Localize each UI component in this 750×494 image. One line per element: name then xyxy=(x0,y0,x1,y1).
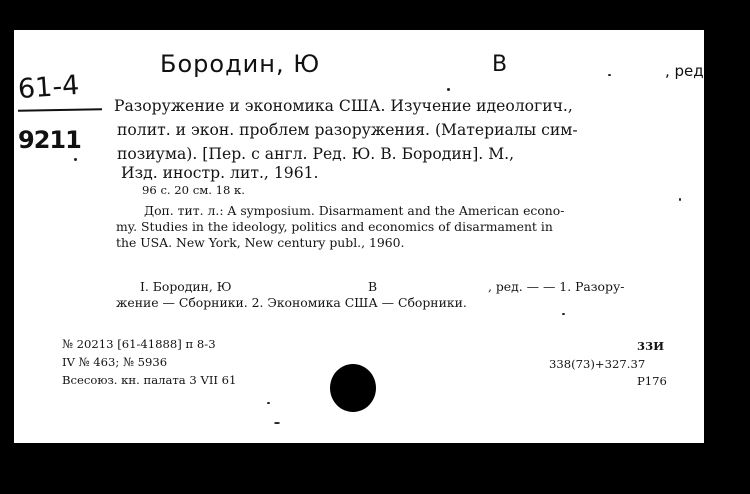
footer-classification-1: 33И xyxy=(637,339,665,353)
footer-publisher-chamber: Всесоюз. кн. палата 3 VII 61 xyxy=(62,373,237,387)
entry-note-line-3: the USA. New York, New century publ., 1960. xyxy=(116,235,405,250)
tracing-line-1-initial: В xyxy=(368,279,378,294)
tracing-line-1-author: I. Бородин, Ю xyxy=(140,279,232,294)
handwritten-initial: В xyxy=(492,52,508,77)
handwritten-author-surname: Бородин, Ю xyxy=(160,50,321,78)
scan-speck xyxy=(74,158,77,161)
tracing-line-2: жение — Сборники. 2. Экономика США — Сборники. xyxy=(116,295,467,310)
entry-title-line-4: Изд. иностр. лит., 1961. xyxy=(121,164,319,182)
scan-speck xyxy=(267,402,270,404)
scan-speck xyxy=(562,313,565,315)
handwritten-role: , ред xyxy=(665,62,704,80)
tracing-line-1-subjects: , ред. — — 1. Разору- xyxy=(488,279,625,294)
entry-title-text-1: Разоружение и экономика США. Изучение идеологич., xyxy=(114,97,573,115)
scan-speck xyxy=(679,198,681,201)
entry-title-line-3: позиума). [Пер. с англ. Ред. Ю. В. Бородин]. М., xyxy=(117,145,515,163)
footer-classification-3: Р176 xyxy=(637,374,667,388)
punch-hole xyxy=(330,364,376,412)
entry-collation: 96 с. 20 см. 18 к. xyxy=(142,183,245,197)
entry-title-line-1 xyxy=(114,97,573,115)
scan-speck xyxy=(608,74,611,76)
scan-speck xyxy=(274,422,280,424)
entry-title-line-2: полит. и экон. проблем разоружения. (Материалы сим- xyxy=(117,121,578,139)
handwritten-shelfmark-bottom: 9211 xyxy=(18,126,81,154)
entry-note-line-1: Доп. тит. л.: A symposium. Disarmament and the American econo- xyxy=(144,203,565,218)
scan-speck xyxy=(447,88,450,91)
handwritten-shelfmark-top: 61-4 xyxy=(16,69,81,106)
entry-note-line-2: my. Studies in the ideology, politics and economics of disarmament in xyxy=(116,219,553,234)
footer-series-number: IV № 463; № 5936 xyxy=(62,355,168,369)
handwritten-underline xyxy=(18,108,102,111)
footer-registration-number: № 20213 [61-41888] п 8-3 xyxy=(62,337,216,351)
catalog-card xyxy=(14,30,704,443)
footer-classification-2: 338(73)+327.37 xyxy=(549,357,646,371)
